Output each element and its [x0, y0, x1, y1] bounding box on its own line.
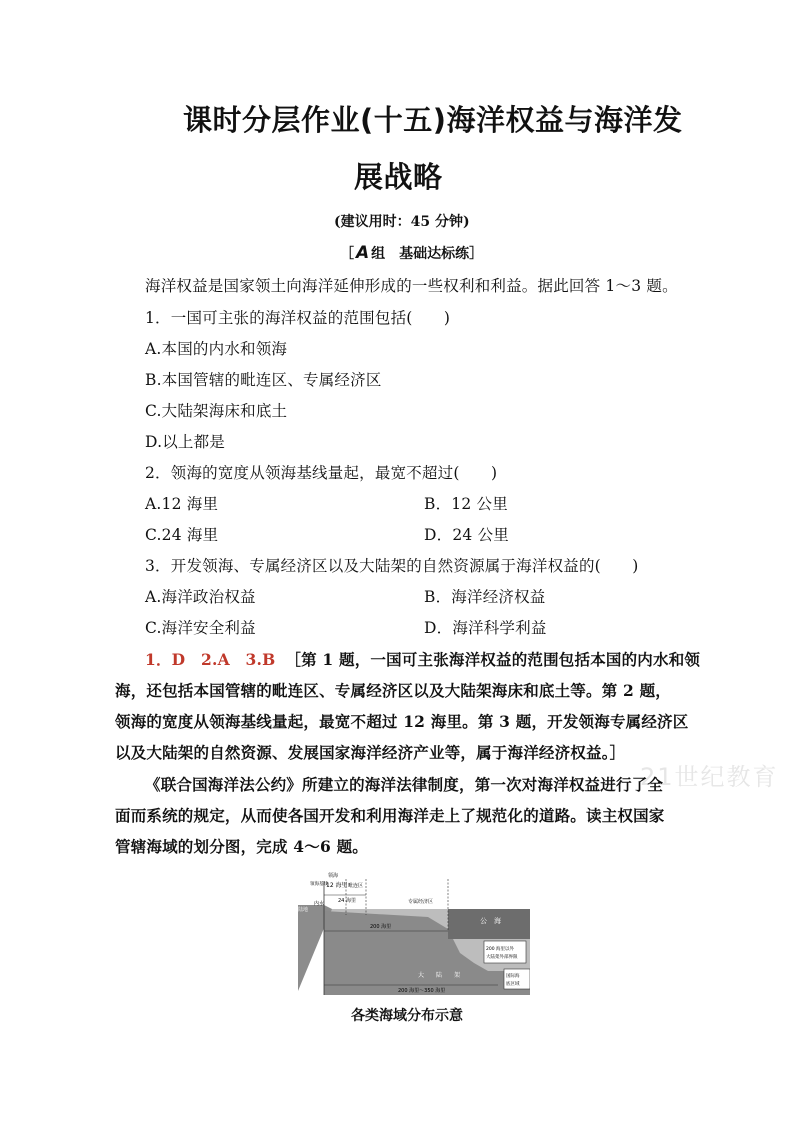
intro-paragraph-1: 海洋权益是国家领土向海洋延伸形成的一些权利和利益。据此回答 1～3 题。	[145, 277, 678, 295]
section-bracket-open: ［	[340, 246, 354, 262]
question-3-option-b: B．海洋经济权益	[424, 588, 546, 606]
label-24nm: 24 海里	[338, 898, 356, 904]
question-2-option-c: C.24 海里	[145, 526, 219, 544]
answer-line-3: 领海的宽度从领海基线量起，最宽不超过 12 海里。第 3 题，开发领海专属经济区	[115, 712, 689, 731]
page-title: 课时分层作业(十五)海洋权益与海洋发	[183, 103, 683, 137]
page-title-continued: 展战略	[354, 160, 443, 194]
answer-line-1	[145, 648, 700, 670]
question-1-option-c: C.大陆架海床和底土	[145, 402, 288, 420]
label-high-seas: 公 海	[480, 917, 501, 925]
label-eez: 专属经济区	[408, 899, 434, 905]
label-200nm: 200 海里	[370, 924, 392, 930]
question-3-stem: 3．开发领海、专属经济区以及大陆架的自然资源属于海洋权益的( )	[145, 557, 639, 575]
sea-zones-diagram	[298, 871, 530, 995]
question-3-option-a: A.海洋政治权益	[145, 588, 256, 606]
label-shelf-limit-1: 200 海里以外	[486, 947, 515, 952]
intro-paragraph-2-line-1: 《联合国海洋法公约》所建立的海洋法律制度，第一次对海洋权益进行了全	[145, 775, 664, 794]
label-contiguous: 毗连区	[348, 883, 364, 889]
label-intl-seabed-2: 底区域	[506, 982, 520, 987]
section-heading	[340, 243, 483, 263]
answer-line-2: 海，还包括本国管辖的毗连区、专属经济区以及大陆架海床和底土等。第 2 题，	[115, 681, 671, 700]
section-letter: A	[356, 243, 370, 263]
question-3-option-d: D．海洋科学利益	[424, 619, 547, 637]
label-nm-range: 200 海里～350 海里	[398, 988, 446, 994]
intro-paragraph-2-line-2: 面而系统的规定，从而使各国开发和利用海洋走上了规范化的道路。读主权国家	[115, 806, 665, 825]
intro-paragraph-2-line-3: 管辖海域的划分图，完成 4～6 题。	[115, 837, 368, 856]
question-3-option-c: C.海洋安全利益	[145, 619, 256, 637]
label-baseline: 领海基线	[310, 882, 328, 887]
label-12nm: 12 海里	[326, 882, 348, 889]
answer-keys: 1．D 2.A 3.B	[145, 650, 276, 669]
label-shelf-limit-2: 大陆架外部界限	[486, 955, 518, 960]
question-2-option-d: D．24 公里	[424, 526, 509, 544]
question-2-stem: 2．领海的宽度从领海基线量起，最宽不超过( )	[145, 464, 498, 482]
label-continental-shelf: 大 陆 架	[418, 972, 461, 979]
label-intl-seabed-1: 国际海	[506, 974, 520, 979]
answer-line-4: 以及大陆架的自然资源、发展国家海洋经济产业等，属于海洋经济权益。］	[115, 743, 626, 762]
question-1-stem: 1．一国可主张的海洋权益的范围包括( )	[145, 309, 451, 327]
section-label: 组 基础达标练	[371, 246, 470, 262]
figure-caption: 各类海域分布示意	[351, 1008, 463, 1024]
label-inner-water: 内水	[314, 901, 325, 907]
section-bracket-close: ］	[469, 246, 484, 262]
question-2-option-b: B．12 公里	[424, 495, 508, 513]
question-1-option-d: D.以上都是	[145, 433, 226, 451]
watermark: 21世纪教育	[640, 763, 779, 791]
label-land: 陆地	[298, 907, 309, 913]
question-1-option-a: A.本国的内水和领海	[145, 340, 288, 358]
answer-explanation-1: ［第 1 题，一国可主张海洋权益的范围包括本国的内水和领	[285, 650, 701, 669]
question-2-option-a: A.12 海里	[145, 495, 219, 513]
label-territorial-sea: 领海	[328, 873, 339, 879]
suggested-time: (建议用时：45 分钟)	[334, 214, 470, 230]
question-1-option-b: B.本国管辖的毗连区、专属经济区	[145, 371, 382, 389]
